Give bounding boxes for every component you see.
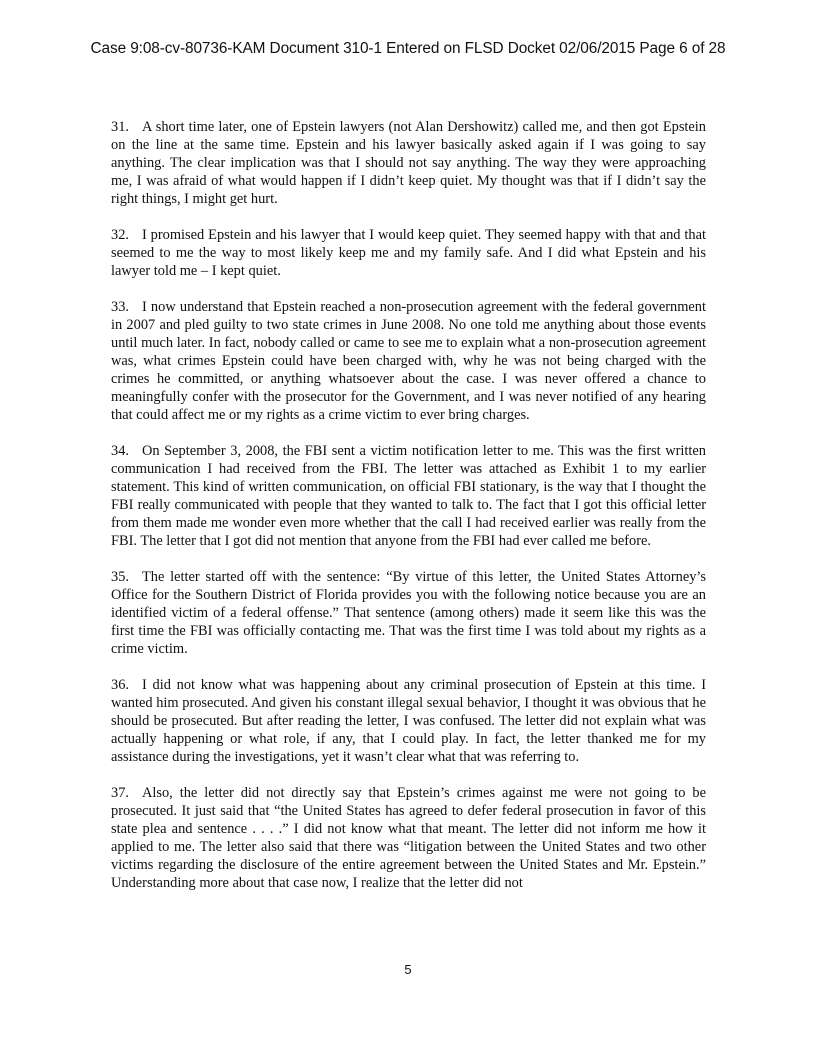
paragraph-text: A short time later, one of Epstein lawyers (not Alan Dershowitz) called me, and then got Epstein on the line at the same time. Epstein and his lawyer basically asked again if I was going to say anything. The clear implication was that I should not say anything. The way they were approaching me, I was afraid of what would happen if I didn’t keep quiet. My thought was that if I didn’t say the right things, I might get hurt. [111, 119, 706, 207]
paragraph-text: I promised Epstein and his lawyer that I would keep quiet. They seemed happy with that and that seemed to me the way to most likely keep me and my family safe. And I did what Epstein and his lawyer told me – I kept quiet. [111, 227, 706, 279]
page-number: 5 [404, 962, 412, 977]
paragraph-number: 31. [111, 119, 129, 135]
paragraph-31 [111, 118, 706, 208]
paragraph-36 [111, 676, 706, 766]
paragraph-37 [111, 784, 706, 892]
paragraph-number: 37. [111, 785, 129, 801]
paragraph-number: 35. [111, 569, 129, 585]
paragraph-text: The letter started off with the sentence: “By virtue of this letter, the United States Attorney’s Office for the Southern District of Florida provides you with the following notice because you are an identified victim of a federal offense.” That sentence (among others) made it seem like this was the first time the FBI was officially contacting me. That was the first time I was told about my rights as a crime victim. [111, 569, 706, 657]
paragraph-text: On September 3, 2008, the FBI sent a victim notification letter to me. This was the first written communication I had received from the FBI. The letter was attached as Exhibit 1 to my earlier statement. This kind of written communication, on official FBI stationary, is the way that I thought the FBI really communicated with people that they wanted to talk to. The fact that I got this official letter from them made me wonder even more whether that the call I had received earlier was really from the FBI. The letter that I got did not mention that anyone from the FBI had ever called me before. [111, 443, 706, 549]
paragraph-text: I did not know what was happening about any criminal prosecution of Epstein at this time. I wanted him prosecuted. And given his constant illegal sexual behavior, I thought it was obvious that he should be prosecuted. But after reading the letter, I was confused. The letter did not explain what was actually happening or what role, if any, that I could play. In fact, the letter thanked me for my assistance during the investigations, yet it wasn’t clear what that was referring to. [111, 677, 706, 765]
paragraph-number: 32. [111, 227, 129, 243]
court-filing-header: Case 9:08-cv-80736-KAM Document 310-1 Entered on FLSD Docket 02/06/2015 Page 6 of 28 [90, 40, 726, 57]
paragraph-number: 36. [111, 677, 129, 693]
paragraph-text: Also, the letter did not directly say that Epstein’s crimes against me were not going to be prosecuted. It just said that “the United States has agreed to defer federal prosecution in favor of this state plea and sentence . . . .” I did not know what that meant. The letter did not inform me how it applied to me. The letter also said that there was “litigation between the United States and two other victims regarding the disclosure of the entire agreement between the United States and Mr. Epstein.” Understanding more about that case now, I realize that the letter did not [111, 785, 706, 891]
paragraph-34 [111, 442, 706, 550]
paragraph-number: 34. [111, 443, 129, 459]
paragraph-text: I now understand that Epstein reached a non-prosecution agreement with the federal government in 2007 and pled guilty to two state crimes in June 2008. No one told me anything about those events until much later. In fact, nobody called or came to see me to explain what a non-prosecution agreement was, what crimes Epstein could have been charged with, why he was not being charged with the crimes he committed, or anything whatsoever about the case. I was never offered a chance to meaningfully confer with the prosecutor for the Government, and I was never notified of any hearing that could affect me or my rights as a crime victim to ever bring charges. [111, 299, 706, 423]
paragraph-35 [111, 568, 706, 658]
paragraph-33 [111, 298, 706, 424]
document-body [111, 118, 706, 910]
paragraph-number: 33. [111, 299, 129, 315]
paragraph-32 [111, 226, 706, 280]
